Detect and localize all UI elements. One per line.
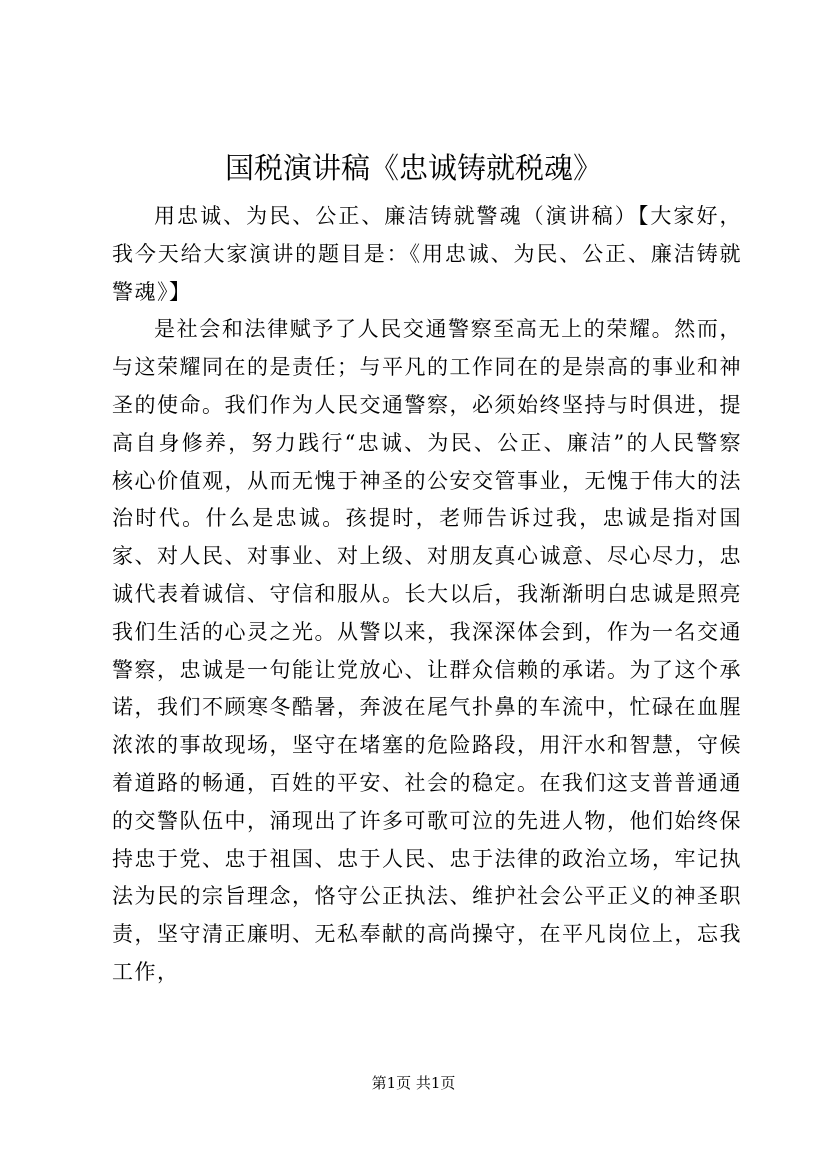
document-body xyxy=(112,198,742,992)
paragraph-main: 是社会和法律赋予了人民交通警察至高无上的荣耀。然而，与这荣耀同在的是责任；与平凡的工作同在的是崇高的事业和神圣的使命。我们作为人民交通警察，必须始终坚持与时俱进，提高自身修养，努力践行“忠诚、为民、公正、廉洁”的人民警察核心价值观，从而无愧于神圣的公安交管事业，无愧于伟大的法治时代。什么是忠诚。孩提时，老师告诉过我，忠诚是指对国家、对人民、对事业、对上级、对朋友真心诚意、尽心尽力，忠诚代表着诚信、守信和服从。长大以后，我渐渐明白忠诚是照亮我们生活的心灵之光。从警以来，我深深体会到，作为一名交通警察，忠诚是一句能让党放心、让群众信赖的承诺。为了这个承诺，我们不顾寒冬酷暑，奔波在尾气扑鼻的车流中，忙碌在血腥浓浓的事故现场，坚守在堵塞的危险路段，用汗水和智慧，守候着道路的畅通，百姓的平安、社会的稳定。在我们这支普普通通的交警队伍中，涌现出了许多可歌可泣的先进人物，他们始终保持忠于党、忠于祖国、忠于人民、忠于法律的政治立场，牢记执法为民的宗旨理念，恪守公正执法、维护社会公平正义的神圣职责，坚守清正廉明、无私奉献的高尚操守，在平凡岗位上，忘我工作， xyxy=(112,317,742,984)
page-footer: 第1页 共1页 xyxy=(371,1074,456,1092)
document-title: 国税演讲稿《忠诚铸就税魂》 xyxy=(224,151,602,185)
paragraph-intro: 用忠诚、为民、公正、廉洁铸就警魂（演讲稿）【大家好，我今天给大家演讲的题目是：《用忠诚、为民、公正、廉洁铸就警魂》】 xyxy=(112,204,742,304)
